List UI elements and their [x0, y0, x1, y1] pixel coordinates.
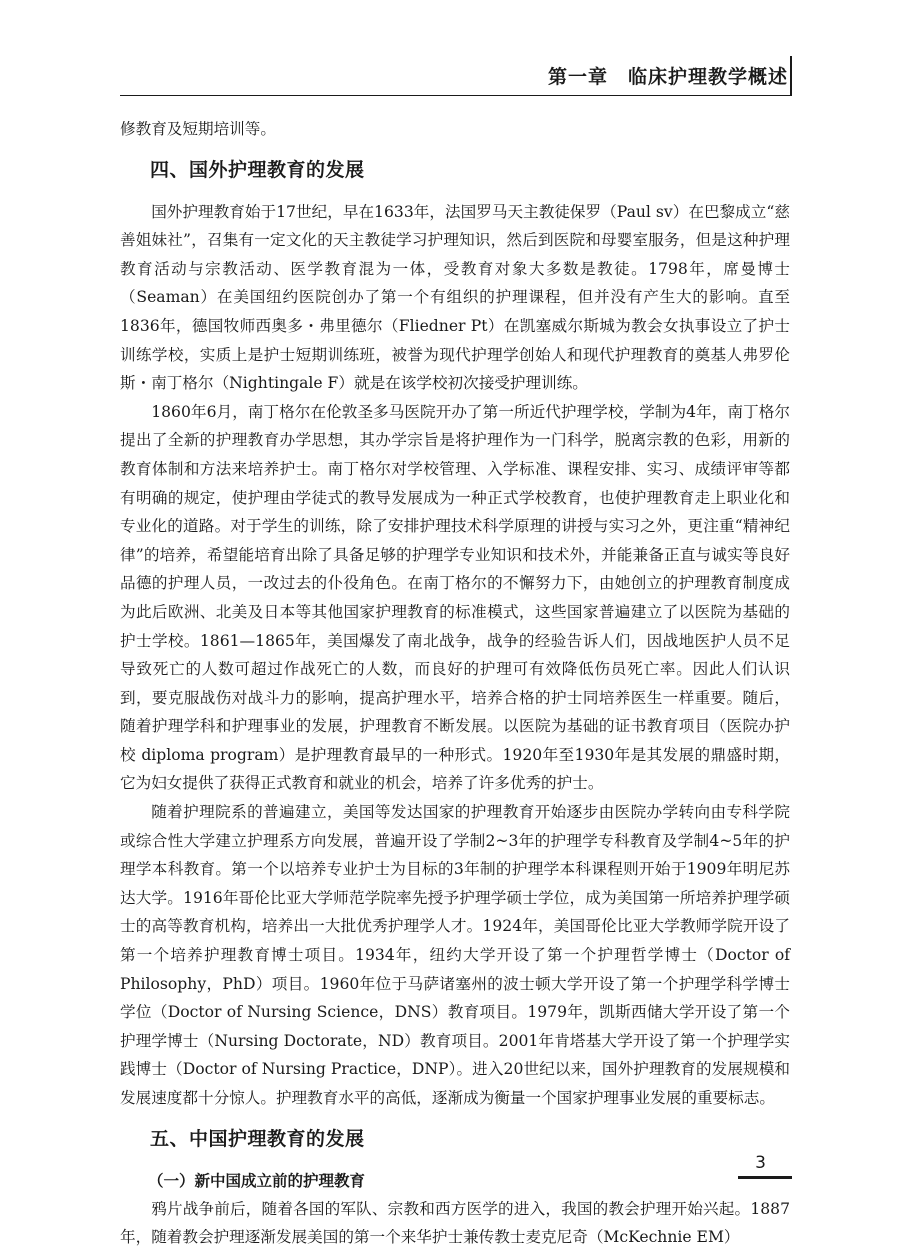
page-number: 3	[755, 1153, 766, 1173]
footer-rule	[738, 1176, 792, 1179]
section-heading-5: 五、中国护理教育的发展	[150, 1127, 365, 1150]
header-bar	[790, 56, 792, 96]
page-body	[120, 115, 790, 1252]
header-rule	[120, 95, 792, 96]
paragraph: 国外护理教育始于17世纪，早在1633年，法国罗马天主教徒保罗（Paul sv）在巴黎成立“慈善姐妹社”，召集有一定文化的天主教徒学习护理知识，然后到医院和母婴室服务，但是这种护理教育活动与宗教活动、医学教育混为一体，受教育对象大多数是教徒。1798年，席曼博士（Seaman）在美国纽约医院创办了第一个有组织的护理课程，但并没有产生大的影响。直至1836年，德国牧师西奥多・弗里德尔（Fliedner Pt）在凯塞威尔斯城为教会女执事设立了护士训练学校，实质上是护士短期训练班，被誉为现代护理学创始人和现代护理教育的奠基人弗罗伦斯・南丁格尔（Nightingale F）就是在该学校初次接受护理训练。	[120, 202, 790, 393]
subsection-heading: （一）新中国成立前的护理教育	[148, 1171, 366, 1190]
section-heading-4: 四、国外护理教育的发展	[150, 158, 365, 181]
paragraph: 鸦片战争前后，随着各国的军队、宗教和西方医学的进入，我国的教会护理开始兴起。1887年，随着教会护理逐渐发展美国的第一个来华护士兼传教士麦克尼奇（McKechnie EM）	[120, 1199, 790, 1247]
paragraph: 随着护理院系的普遍建立，美国等发达国家的护理教育开始逐步由医院办学转向由专科学院或综合性大学建立护理系方向发展，普遍开设了学制2~3年的护理学专科教育及学制4~5年的护理学本科教育。第一个以培养专业护士为目标的3年制的护理学本科课程则开始于1909年明尼苏达大学。1916年哥伦比亚大学师范学院率先授予护理学硕士学位，成为美国第一所培养护理学硕士的高等教育机构，培养出一大批优秀护理学人才。1924年，美国哥伦比亚大学教师学院开设了第一个培养护理教育博士项目。1934年，纽约大学开设了第一个护理哲学博士（Doctor of Philosophy，PhD）项目。1960年位于马萨诸塞州的波士顿大学开设了第一个护理学科学博士学位（Doctor of Nursing Science，DNS）教育项目。1979年，凯斯西储大学开设了第一个护理学博士（Nursing Doctorate，ND）教育项目。2001年肯塔基大学开设了第一个护理学实践博士（Doctor of Nursing Practice，DNP）。进入20世纪以来，国外护理教育的发展规模和发展速度都十分惊人。护理教育水平的高低，逐渐成为衡量一个国家护理事业发展的重要标志。	[120, 803, 790, 1107]
continuation-text: 修教育及短期培训等。	[120, 120, 276, 138]
paragraph: 1860年6月，南丁格尔在伦敦圣多马医院开办了第一所近代护理学校，学制为4年，南丁格尔提出了全新的护理教育办学思想，其办学宗旨是将护理作为一门科学，脱离宗教的色彩，用新的教育体制和方法来培养护士。南丁格尔对学校管理、入学标准、课程安排、实习、成绩评审等都有明确的规定，使护理由学徒式的教导发展成为一种正式学校教育，也使护理教育走上职业化和专业化的道路。对于学生的训练，除了安排护理技术科学原理的讲授与实习之外，更注重“精神纪律”的培养，希望能培育出除了具备足够的护理学专业知识和技术外，并能兼备正直与诚实等良好品德的护理人员，一改过去的仆役角色。在南丁格尔的不懈努力下，由她创立的护理教育制度成为此后欧洲、北美及日本等其他国家护理教育的标准模式，这些国家普遍建立了以医院为基础的护士学校。1861—1865年，美国爆发了南北战争，战争的经验告诉人们，因战地医护人员不足导致死亡的人数可超过作战死亡的人数，而良好的护理可有效降低伤员死亡率。因此人们认识到，要克服战伤对战斗力的影响，提高护理水平，培养合格的护士同培养医生一样重要。随后，随着护理学科和护理事业的发展，护理教育不断发展。以医院为基础的证书教育项目（医院办护校 diploma program）是护理教育最早的一种形式。1920年至1930年是其发展的鼎盛时期，它为妇女提供了获得正式教育和就业的机会，培养了许多优秀的护士。	[120, 402, 790, 793]
chapter-header: 第一章 临床护理教学概述	[547, 66, 788, 88]
